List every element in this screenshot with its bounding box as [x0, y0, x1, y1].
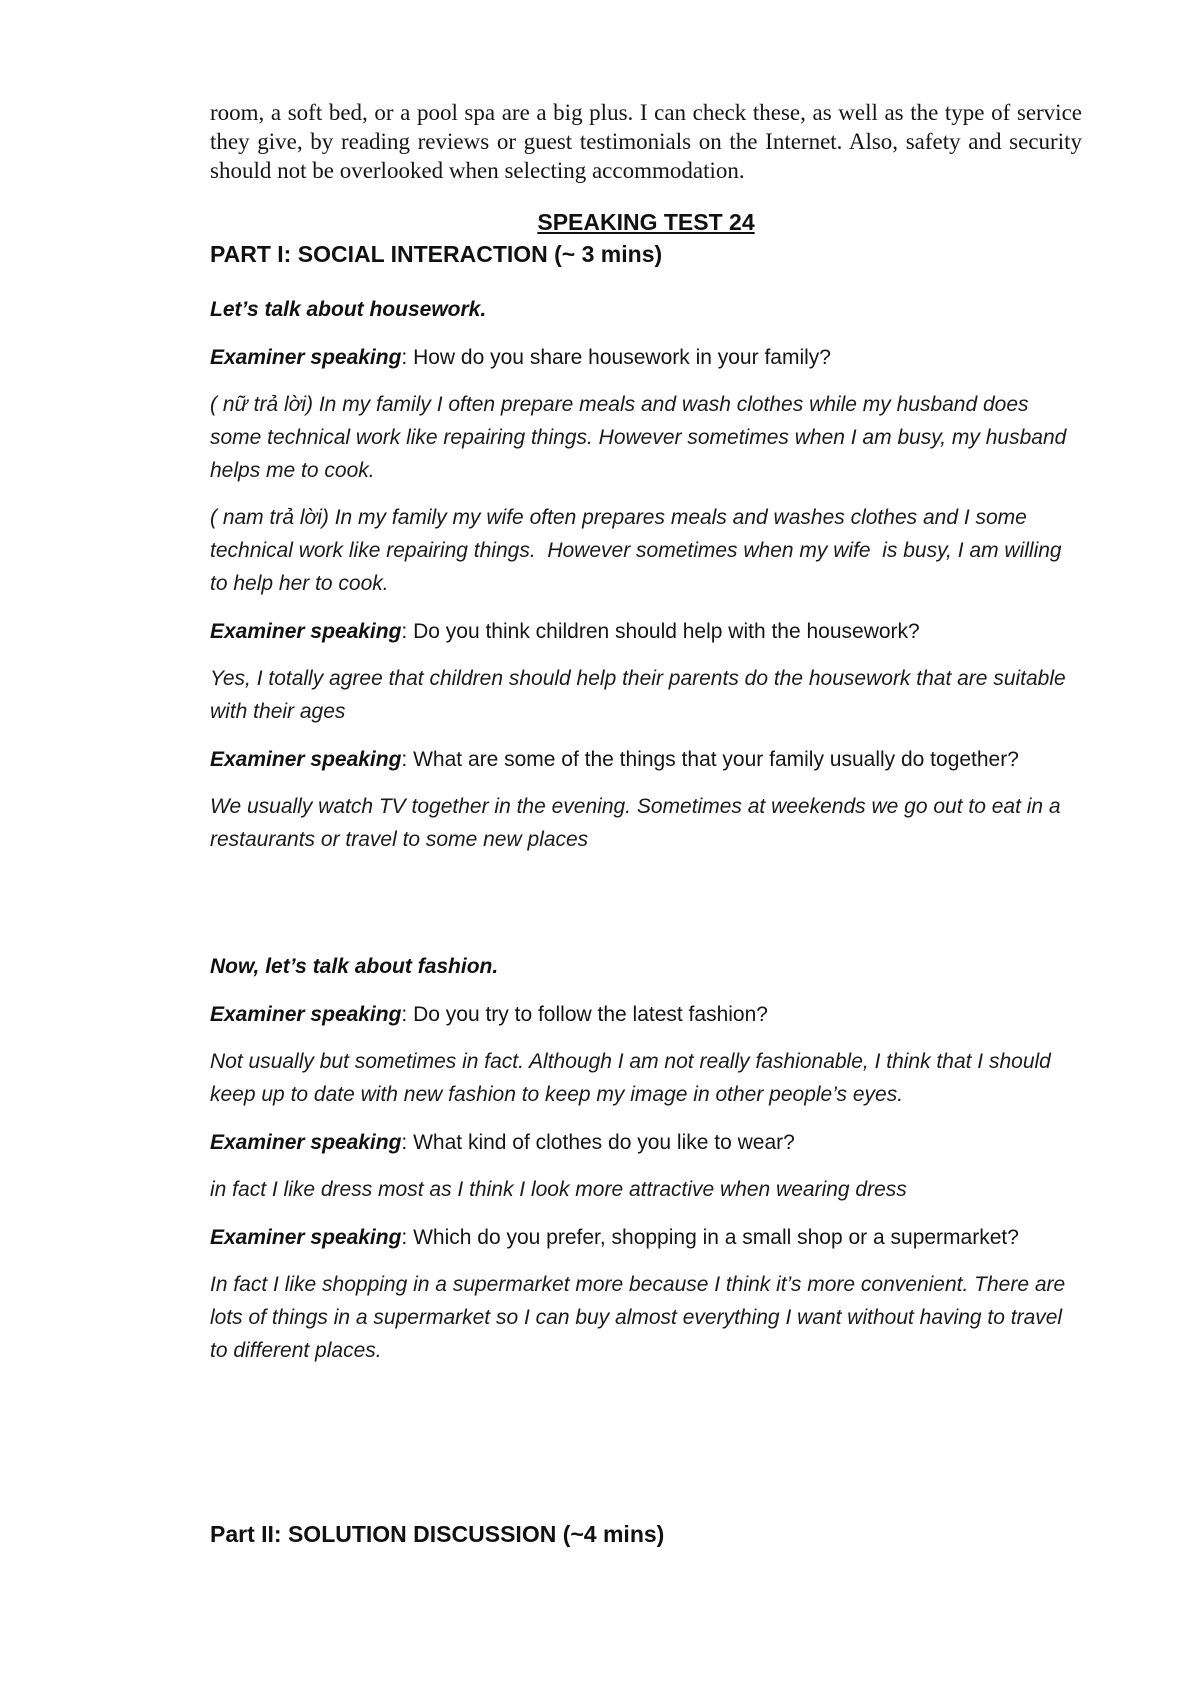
- examiner-question: [210, 341, 1082, 374]
- question-text: : What kind of clothes do you like to wear?: [401, 1131, 795, 1154]
- answer-paragraph: ( nam trả lời) In my family my wife often prepares meals and washes clothes and I some technical work like repairing things. However sometimes when my wife is busy, I am willing to help her to cook.: [210, 506, 1068, 595]
- examiner-question: [210, 743, 1082, 776]
- question-text: : What are some of the things that your family usually do together?: [401, 748, 1019, 771]
- question-label: Examiner speaking: [210, 748, 402, 771]
- answer-paragraph: We usually watch TV together in the evening. Sometimes at weekends we go out to eat in a restaurants or travel to some new places: [210, 795, 1067, 851]
- question-label: Examiner speaking: [210, 620, 402, 643]
- examiner-question: [210, 1126, 1082, 1159]
- topic-fashion: Now, let’s talk about fashion.: [210, 955, 499, 978]
- examiner-question: [210, 1221, 1082, 1254]
- examiner-question: [210, 615, 1082, 648]
- question-label: Examiner speaking: [210, 346, 402, 369]
- examiner-question: [210, 998, 1082, 1031]
- question-text: : Do you think children should help with the housework?: [401, 620, 920, 643]
- answer-paragraph: ( nữ trả lời) In my family I often prepare meals and wash clothes while my husband does some technical work like repairing things. However sometimes when I am busy, my husband helps me to cook.: [210, 393, 1073, 482]
- answer-paragraph: in fact I like dress most as I think I look more attractive when wearing dress: [210, 1178, 907, 1201]
- question-label: Examiner speaking: [210, 1226, 402, 1249]
- part1-heading: PART I: SOCIAL INTERACTION (~ 3 mins): [210, 241, 663, 267]
- spacer: [210, 856, 1082, 926]
- question-text: : Which do you prefer, shopping in a small shop or a supermarket?: [401, 1226, 1019, 1249]
- spacer: [210, 1367, 1082, 1517]
- question-label: Examiner speaking: [210, 1131, 402, 1154]
- question-text: : Do you try to follow the latest fashion?: [401, 1003, 768, 1026]
- answer-paragraph: Not usually but sometimes in fact. Although I am not really fashionable, I think that I should keep up to date with new fashion to keep my image in other people’s eyes.: [210, 1050, 1057, 1106]
- question-label: Examiner speaking: [210, 1003, 402, 1026]
- document-title: SPEAKING TEST 24: [537, 209, 755, 235]
- question-text: : How do you share housework in your family?: [401, 346, 831, 369]
- answer-paragraph: Yes, I totally agree that children should help their parents do the housework that are suitable with their ages: [210, 667, 1072, 723]
- part2-heading: Part II: SOLUTION DISCUSSION (~4 mins): [210, 1521, 665, 1547]
- answer-paragraph: In fact I like shopping in a supermarket more because I think it’s more convenient. There are lots of things in a supermarket so I can buy almost everything I want without having to travel to different places.: [210, 1273, 1072, 1362]
- topic-housework: Let’s talk about housework.: [210, 298, 487, 321]
- intro-paragraph: room, a soft bed, or a pool spa are a big plus. I can check these, as well as the type of service they give, by reading reviews or guest testimonials on the Internet. Also, safety and security should not be overlooked when selecting accommodation.: [210, 100, 1082, 183]
